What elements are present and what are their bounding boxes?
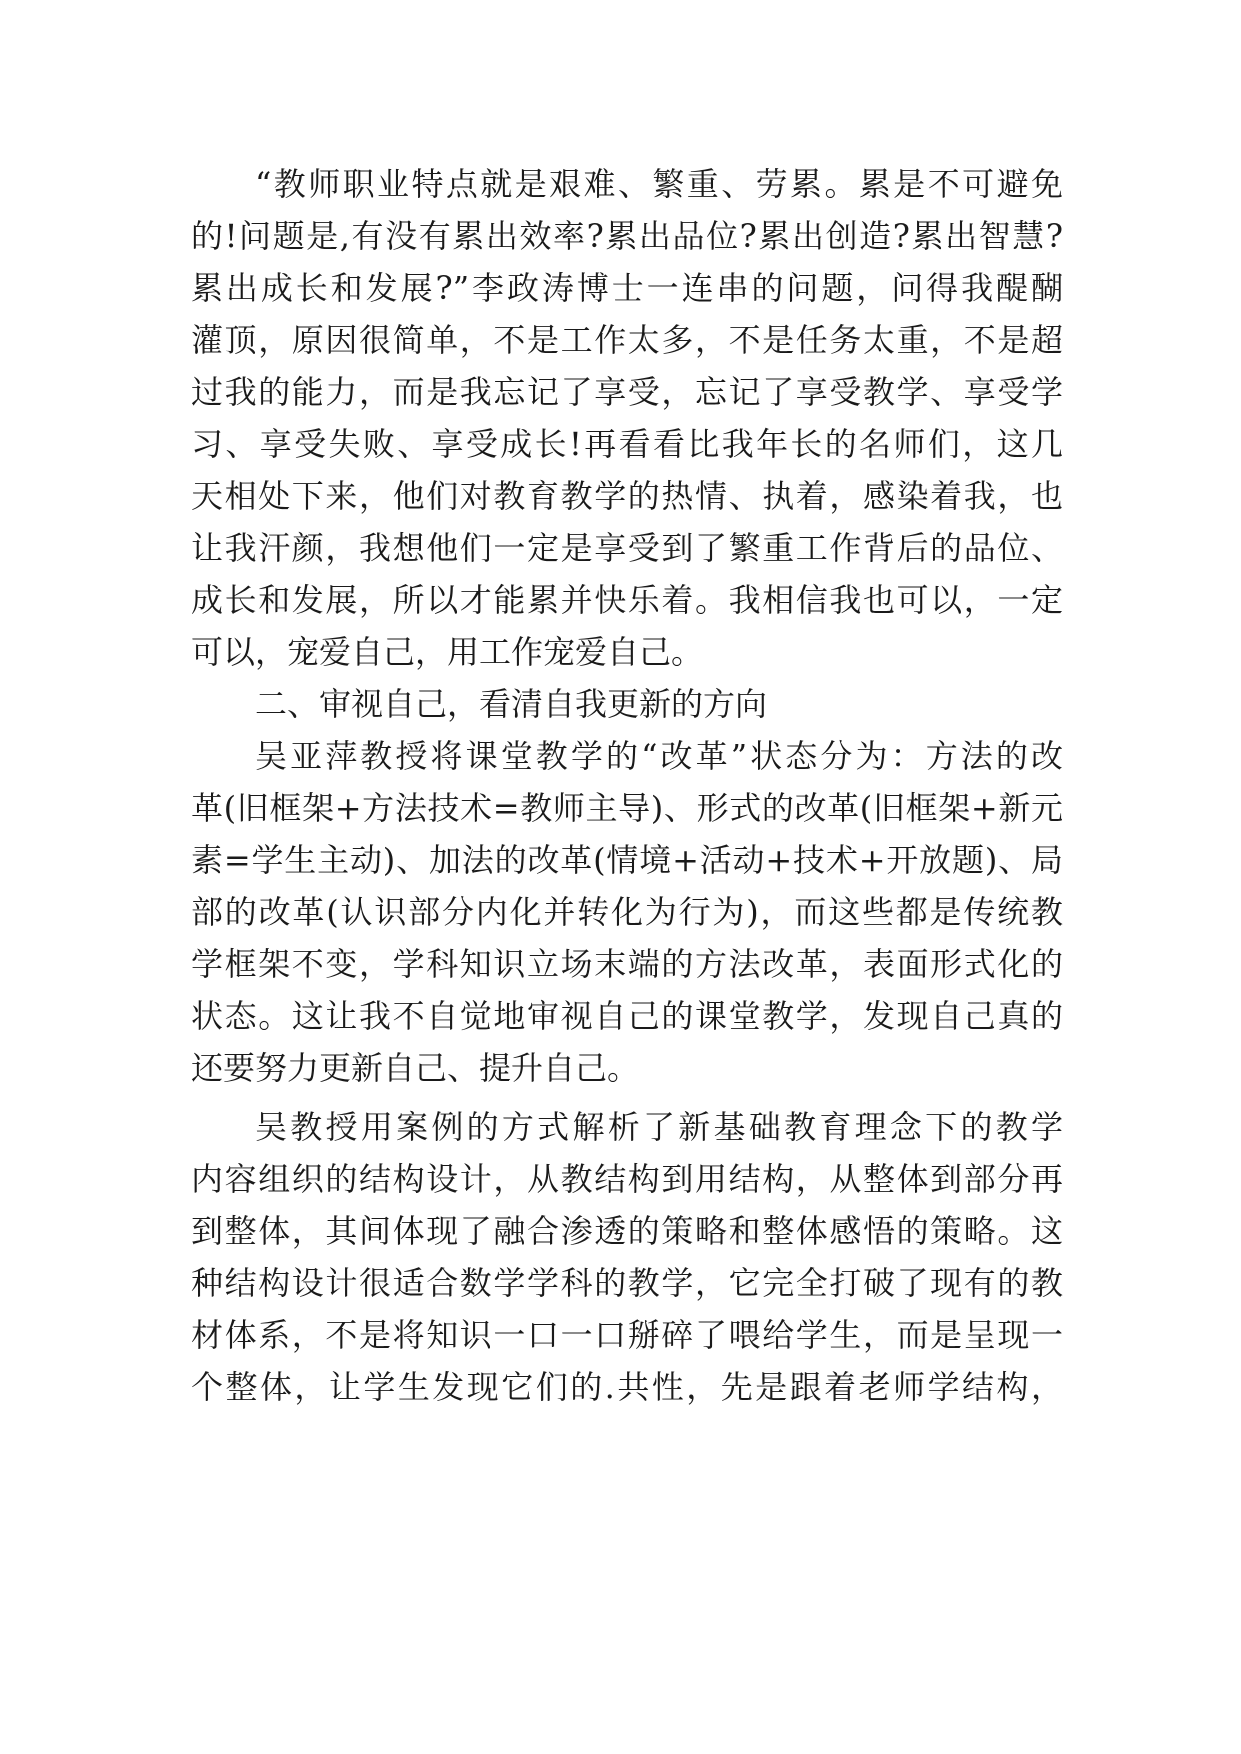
section-heading: 二、审视自己，看清自我更新的方向 bbox=[255, 685, 768, 723]
text-line: 可以，宠爱自己，用工作宠爱自己。 bbox=[191, 633, 704, 671]
text-line: 过我的能力，而是我忘记了享受，忘记了享受教学、享受学 bbox=[191, 373, 1063, 411]
text-line: 让我汗颜，我想他们一定是享受到了繁重工作背后的品位、 bbox=[191, 529, 1063, 567]
text-line: 的!问题是,有没有累出效率?累出品位?累出创造?累出智慧? bbox=[191, 217, 1063, 255]
text-line: 成长和发展，所以才能累并快乐着。我相信我也可以，一定 bbox=[191, 581, 1063, 619]
text-line: 天相处下来，他们对教育教学的热情、执着，感染着我，也 bbox=[191, 477, 1063, 515]
text-line: 学框架不变，学科知识立场末端的方法改革，表面形式化的 bbox=[191, 945, 1063, 983]
text-line: 还要努力更新自己、提升自己。 bbox=[191, 1049, 640, 1087]
text-line: 革(旧框架+方法技术=教师主导)、形式的改革(旧框架+新元 bbox=[191, 789, 1063, 827]
text-line: 习、享受失败、享受成长!再看看比我年长的名师们，这几 bbox=[191, 425, 1063, 463]
text-line: 灌顶，原因很简单，不是工作太多，不是任务太重，不是超 bbox=[191, 321, 1063, 359]
text-line: 到整体，其间体现了融合渗透的策略和整体感悟的策略。这 bbox=[191, 1212, 1063, 1250]
text-line: 部的改革(认识部分内化并转化为行为)，而这些都是传统教 bbox=[191, 893, 1063, 931]
text-line: 吴亚萍教授将课堂教学的“改革”状态分为：方法的改 bbox=[255, 737, 1063, 775]
text-line: 素=学生主动)、加法的改革(情境+活动+技术+开放题)、局 bbox=[191, 841, 1063, 879]
text-line: 吴教授用案例的方式解析了新基础教育理念下的教学 bbox=[255, 1108, 1063, 1146]
text-line: “教师职业特点就是艰难、繁重、劳累。累是不可避免 bbox=[255, 165, 1063, 203]
text-line: 累出成长和发展?”李政涛博士一连串的问题，问得我醍醐 bbox=[191, 269, 1063, 307]
text-line: 个整体，让学生发现它们的.共性，先是跟着老师学结构， bbox=[191, 1368, 1063, 1406]
text-line: 种结构设计很适合数学学科的教学，它完全打破了现有的教 bbox=[191, 1264, 1063, 1302]
text-line: 内容组织的结构设计，从教结构到用结构，从整体到部分再 bbox=[191, 1160, 1063, 1198]
text-line: 状态。这让我不自觉地审视自己的课堂教学，发现自己真的 bbox=[191, 997, 1063, 1035]
text-line: 材体系，不是将知识一口一口掰碎了喂给学生，而是呈现一 bbox=[191, 1316, 1063, 1354]
